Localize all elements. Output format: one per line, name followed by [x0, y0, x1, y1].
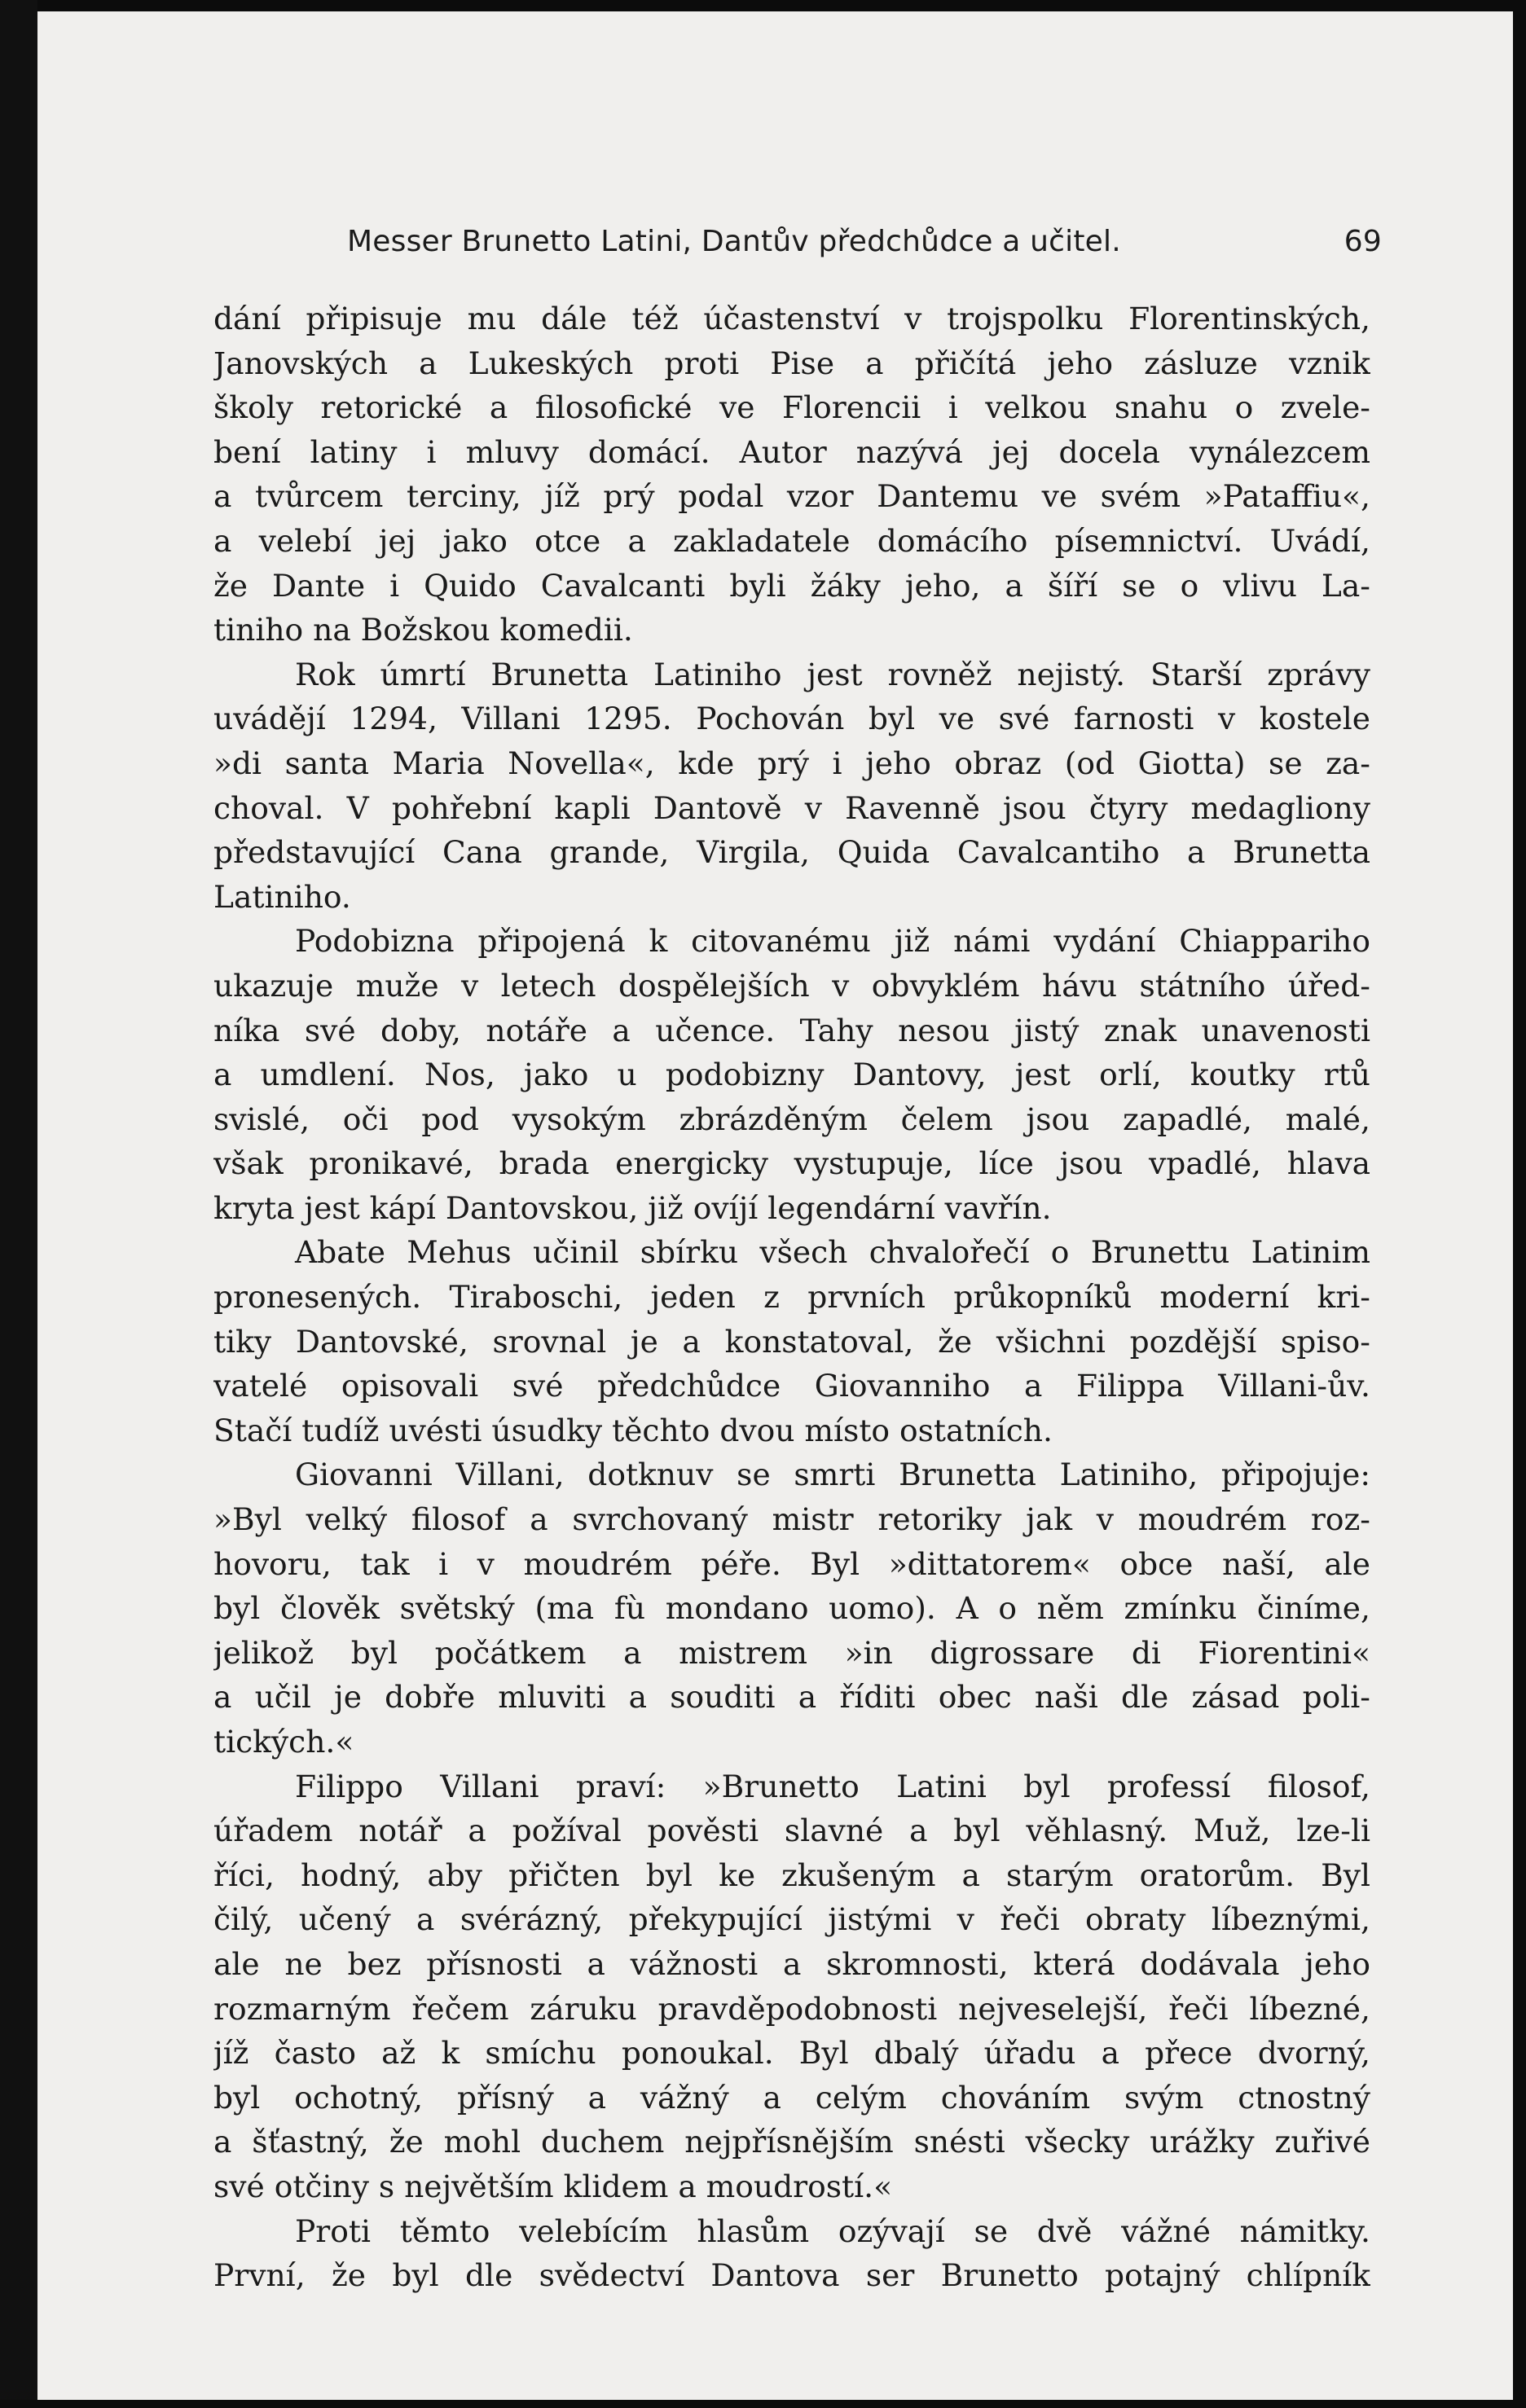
- text-line: však pronikavé, brada energicky vystupuje, líce jsou vpadlé, hlava: [213, 1145, 1370, 1182]
- text-line: své otčiny s největším klidem a moudrostí.«: [213, 2168, 893, 2204]
- text-line: uvádějí 1294, Villani 1295. Pochován byl ve své farnosti v kostele: [213, 701, 1370, 737]
- text-line: ale ne bez přísnosti a vážnosti a skromnosti, která dodávala jeho: [213, 1945, 1370, 1982]
- text-line: První, že byl dle svědectví Dantova ser Brunetto potajný chlípník: [213, 2257, 1370, 2294]
- text-line: představující Cana grande, Virgila, Quida Cavalcantiho a Brunetta: [213, 834, 1370, 871]
- text-line: čilý, učený a svérázný, překypující jistými v řeči obraty líbeznými,: [213, 1901, 1370, 1938]
- text-line: jelikož byl počátkem a mistrem »in digrossare di Fiorentini«: [213, 1634, 1370, 1671]
- text-line: že Dante i Quido Cavalcanti byli žáky jeho, a šíří se o vlivu La-: [213, 567, 1370, 604]
- paragraph-start: Podobizna připojená k citovanému již námi vydání Chiappariho: [295, 923, 1370, 960]
- scan-border-top: [0, 0, 1526, 11]
- running-title: Messer Brunetto Latini, Dantův předchůdce a učitel.: [347, 225, 1121, 258]
- text-line: choval. V pohřební kapli Dantově v Ravenně jsou čtyry medagliony: [213, 789, 1370, 826]
- text-line: dání připisuje mu dále též účastenství v trojspolku Florentinských,: [213, 301, 1370, 336]
- text-line: ukazuje muže v letech dospělejších v obvyklém hávu státního úřed-: [213, 967, 1370, 1004]
- text-line: Janovských a Lukeských proti Pise a přičítá jeho zásluze vznik: [213, 345, 1370, 381]
- paragraph-start: Rok úmrtí Brunetta Latiniho jest rovněž nejistý. Starší zprávy: [295, 656, 1370, 692]
- paragraph-start: Giovanni Villani, dotknuv se smrti Brunetta Latiniho, připojuje:: [295, 1457, 1370, 1493]
- body-text: [213, 297, 1370, 2298]
- scan-border-bottom: [0, 2400, 1526, 2408]
- text-line: říci, hodný, aby přičten byl ke zkušeným a starým oratorům. Byl: [213, 1857, 1370, 1893]
- paragraph-start: Proti těmto velebícím hlasům ozývají se dvě vážné námitky.: [295, 2212, 1370, 2249]
- text-line: »Byl velký filosof a svrchovaný mistr retoriky jak v moudrém roz-: [213, 1501, 1370, 1538]
- text-line: hovoru, tak i v moudrém péře. Byl »dittatorem« obce naší, ale: [213, 1545, 1370, 1582]
- text-line: byl člověk světský (ma fù mondano uomo). A o něm zmínku činíme,: [213, 1590, 1370, 1627]
- text-line: a šťastný, že mohl duchem nejpřísnějším snésti všecky urážky zuřivé: [213, 2124, 1370, 2160]
- text-line: Latiniho.: [213, 878, 351, 915]
- text-line: pronesených. Tiraboschi, jeden z prvních průkopníků moderní kri-: [213, 1279, 1370, 1316]
- text-line: úřadem notář a požíval pověsti slavné a byl věhlasný. Muž, lze-li: [213, 1813, 1370, 1849]
- text-line: kryta jest kápí Dantovskou, již ovíjí legendární vavřín.: [213, 1189, 1052, 1226]
- text-line: školy retorické a filosofické ve Florencii i velkou snahu o zvele-: [213, 389, 1370, 426]
- text-line: jíž často až k smíchu ponoukal. Byl dbalý úřadu a přece dvorný,: [213, 2035, 1370, 2072]
- text-line: byl ochotný, přísný a vážný a celým chováním svým ctnostný: [213, 2079, 1370, 2116]
- text-line: a učil je dobře mluviti a souditi a říditi obec naši dle zásad poli-: [213, 1679, 1370, 1716]
- text-line: tických.«: [213, 1724, 354, 1760]
- text-line: bení latiny i mluvy domácí. Autor nazývá jej docela vynálezcem: [213, 433, 1370, 470]
- text-line: a tvůrcem terciny, jíž prý podal vzor Dantemu ve svém »Pataffiu«,: [213, 478, 1370, 515]
- book-page: [37, 11, 1513, 2400]
- text-line: a velebí jej jako otce a zakladatele domácího písemnictví. Uvádí,: [213, 522, 1370, 559]
- text-line: vatelé opisovali své předchůdce Giovanniho a Filippa Villani-ův.: [213, 1368, 1370, 1404]
- text-line: svislé, oči pod vysokým zbrázděným čelem jsou zapadlé, malé,: [213, 1101, 1370, 1137]
- paragraph-start: Filippo Villani praví: »Brunetto Latini byl professí filosof,: [295, 1768, 1370, 1804]
- scan-border-right: [1513, 0, 1526, 2408]
- text-line: a umdlení. Nos, jako u podobizny Dantovy, jest orlí, koutky rtů: [213, 1057, 1370, 1093]
- text-line: rozmarným řečem záruku pravděpodobnosti nejveselejší, řeči líbezné,: [213, 1990, 1370, 2027]
- text-line: níka své doby, notáře a učence. Tahy nesou jistý znak unavenosti: [213, 1012, 1370, 1048]
- text-line: tiky Dantovské, srovnal je a konstatoval, že všichni pozdější spiso-: [213, 1323, 1370, 1360]
- page-number: 69: [1343, 225, 1382, 258]
- paragraph-start: Abate Mehus učinil sbírku všech chvalořečí o Brunettu Latinim: [295, 1234, 1370, 1271]
- scan-border-left: [0, 0, 37, 2408]
- text-line: Stačí tudíž uvésti úsudky těchto dvou místo ostatních.: [213, 1412, 1053, 1448]
- text-line: »di santa Maria Novella«, kde prý i jeho obraz (od Giotta) se za-: [213, 745, 1370, 781]
- text-line: tiniho na Božskou komedii.: [213, 612, 633, 648]
